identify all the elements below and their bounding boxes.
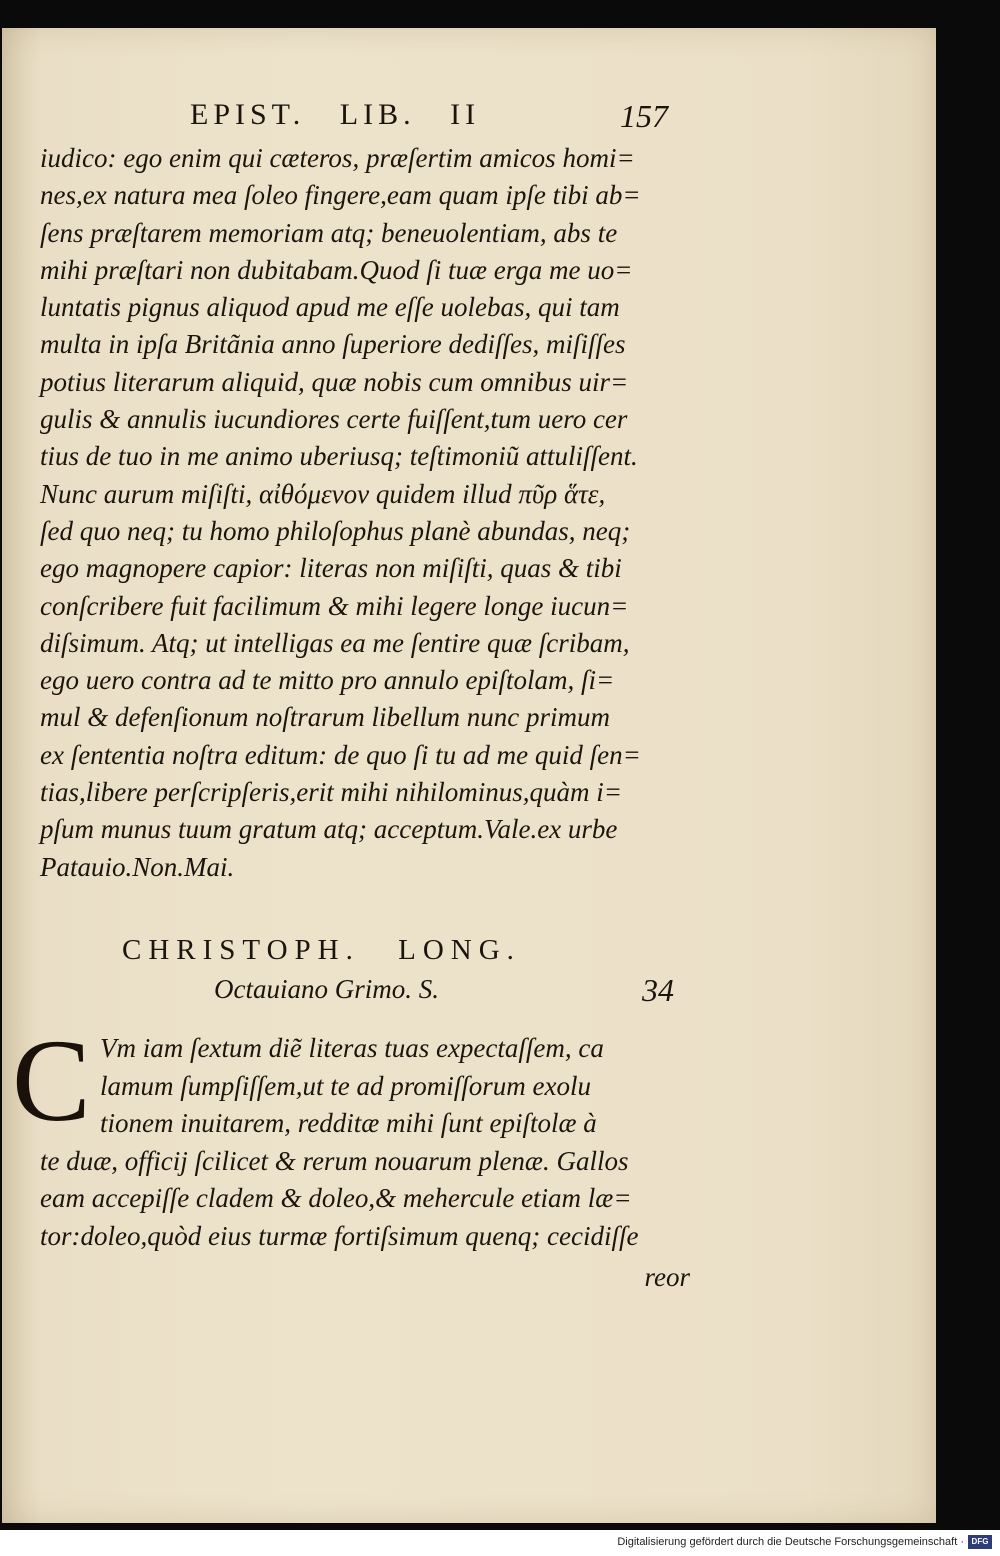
letter-author: CHRISTOPH. LONG. xyxy=(122,934,521,966)
body-text xyxy=(40,140,690,886)
drop-initial: C xyxy=(12,1015,91,1146)
text-line: gulis & annulis iucundiores certe fuiſſent,tum uero cer xyxy=(40,404,628,435)
footer-bar xyxy=(0,1530,1000,1556)
text-line: ſed quo neq; tu homo philoſophus planè abundas, neq; xyxy=(40,515,631,546)
text-line: lamum ſumpſiſſem,ut te ad promiſſorum exolu xyxy=(100,1070,591,1101)
text-line: iudico: ego enim qui cæteros, præſertim amicos homi= xyxy=(40,143,635,173)
text-line: tionem inuitarem, redditæ mihi ſunt epiſtolæ à xyxy=(100,1108,597,1138)
running-head: EPIST. LIB. II xyxy=(190,98,481,131)
text-line: mul & defenſionum noſtrarum libellum nunc primum xyxy=(40,702,610,733)
text-line: ego uero contra ad te mitto pro annulo epiſtolam, ſi= xyxy=(40,665,615,696)
text-line: potius literarum aliquid, quæ nobis cum omnibus uir= xyxy=(40,366,629,397)
text-line: ex ſententia noſtra editum: de quo ſi tu ad me quid ſen= xyxy=(40,739,641,770)
letter-text xyxy=(40,1030,690,1255)
letter-recipient: Octauiano Grimo. S. xyxy=(214,974,439,1004)
text-line: multa in ipſa Britãnia anno ſuperiore dediſſes, miſiſſes xyxy=(40,329,626,360)
text-line: ſens præſtarem memoriam atq; beneuolentiam, abs te xyxy=(40,217,618,248)
text-line: conſcribere fuit facilimum & mihi legere longe iucun= xyxy=(40,590,629,621)
text-line: te duæ, officij ſcilicet & rerum nouarum plenæ. Gallos xyxy=(40,1145,629,1176)
text-line: pſum munus tuum gratum atq; acceptum.Vale.ex urbe xyxy=(40,814,618,845)
text-line: tor:doleo,quòd eius turmæ fortiſsimum quenq; cecidiſſe xyxy=(40,1220,639,1251)
text-line: ego magnopere capior: literas non miſiſti, quas & tibi xyxy=(40,553,622,584)
text-line: tius de tuo in me animo uberiusq; teſtimoniũ attuliſſent. xyxy=(40,441,638,472)
text-line: eam accepiſſe cladem & doleo,& mehercule etiam læ= xyxy=(40,1183,632,1213)
text-line: Vm iam ſextum diẽ literas tuas expectaſſem, ca xyxy=(100,1033,604,1063)
dfg-logo: DFG xyxy=(968,1535,992,1549)
text-line: Patauio.Non.Mai. xyxy=(40,851,235,882)
text-line: nes,ex natura mea ſoleo fingere,eam quam ipſe tibi ab= xyxy=(40,180,641,211)
text-line: tias,libere perſcripſeris,erit mihi nihilominus,quàm i= xyxy=(40,777,622,808)
text-line: diſsimum. Atq; ut intelligas ea me ſentire quæ ſcribam, xyxy=(40,627,630,658)
text-line: luntatis pignus aliquod apud me eſſe uolebas, qui tam xyxy=(40,292,620,323)
catchword: reor xyxy=(644,1262,690,1292)
letter-number: 34 xyxy=(642,972,674,1008)
page-header xyxy=(190,98,690,138)
page-number: 157 xyxy=(620,98,668,134)
text-line: Nunc aurum miſiſti, αἰθόμενον quidem illud πῦρ ἅτε, xyxy=(40,478,606,509)
funding-note: Digitalisierung gefördert durch die Deutsche Forschungsgemeinschaft · xyxy=(617,1536,964,1548)
text-line: mihi præſtari non dubitabam.Quod ſi tuæ erga me uo= xyxy=(40,254,633,285)
